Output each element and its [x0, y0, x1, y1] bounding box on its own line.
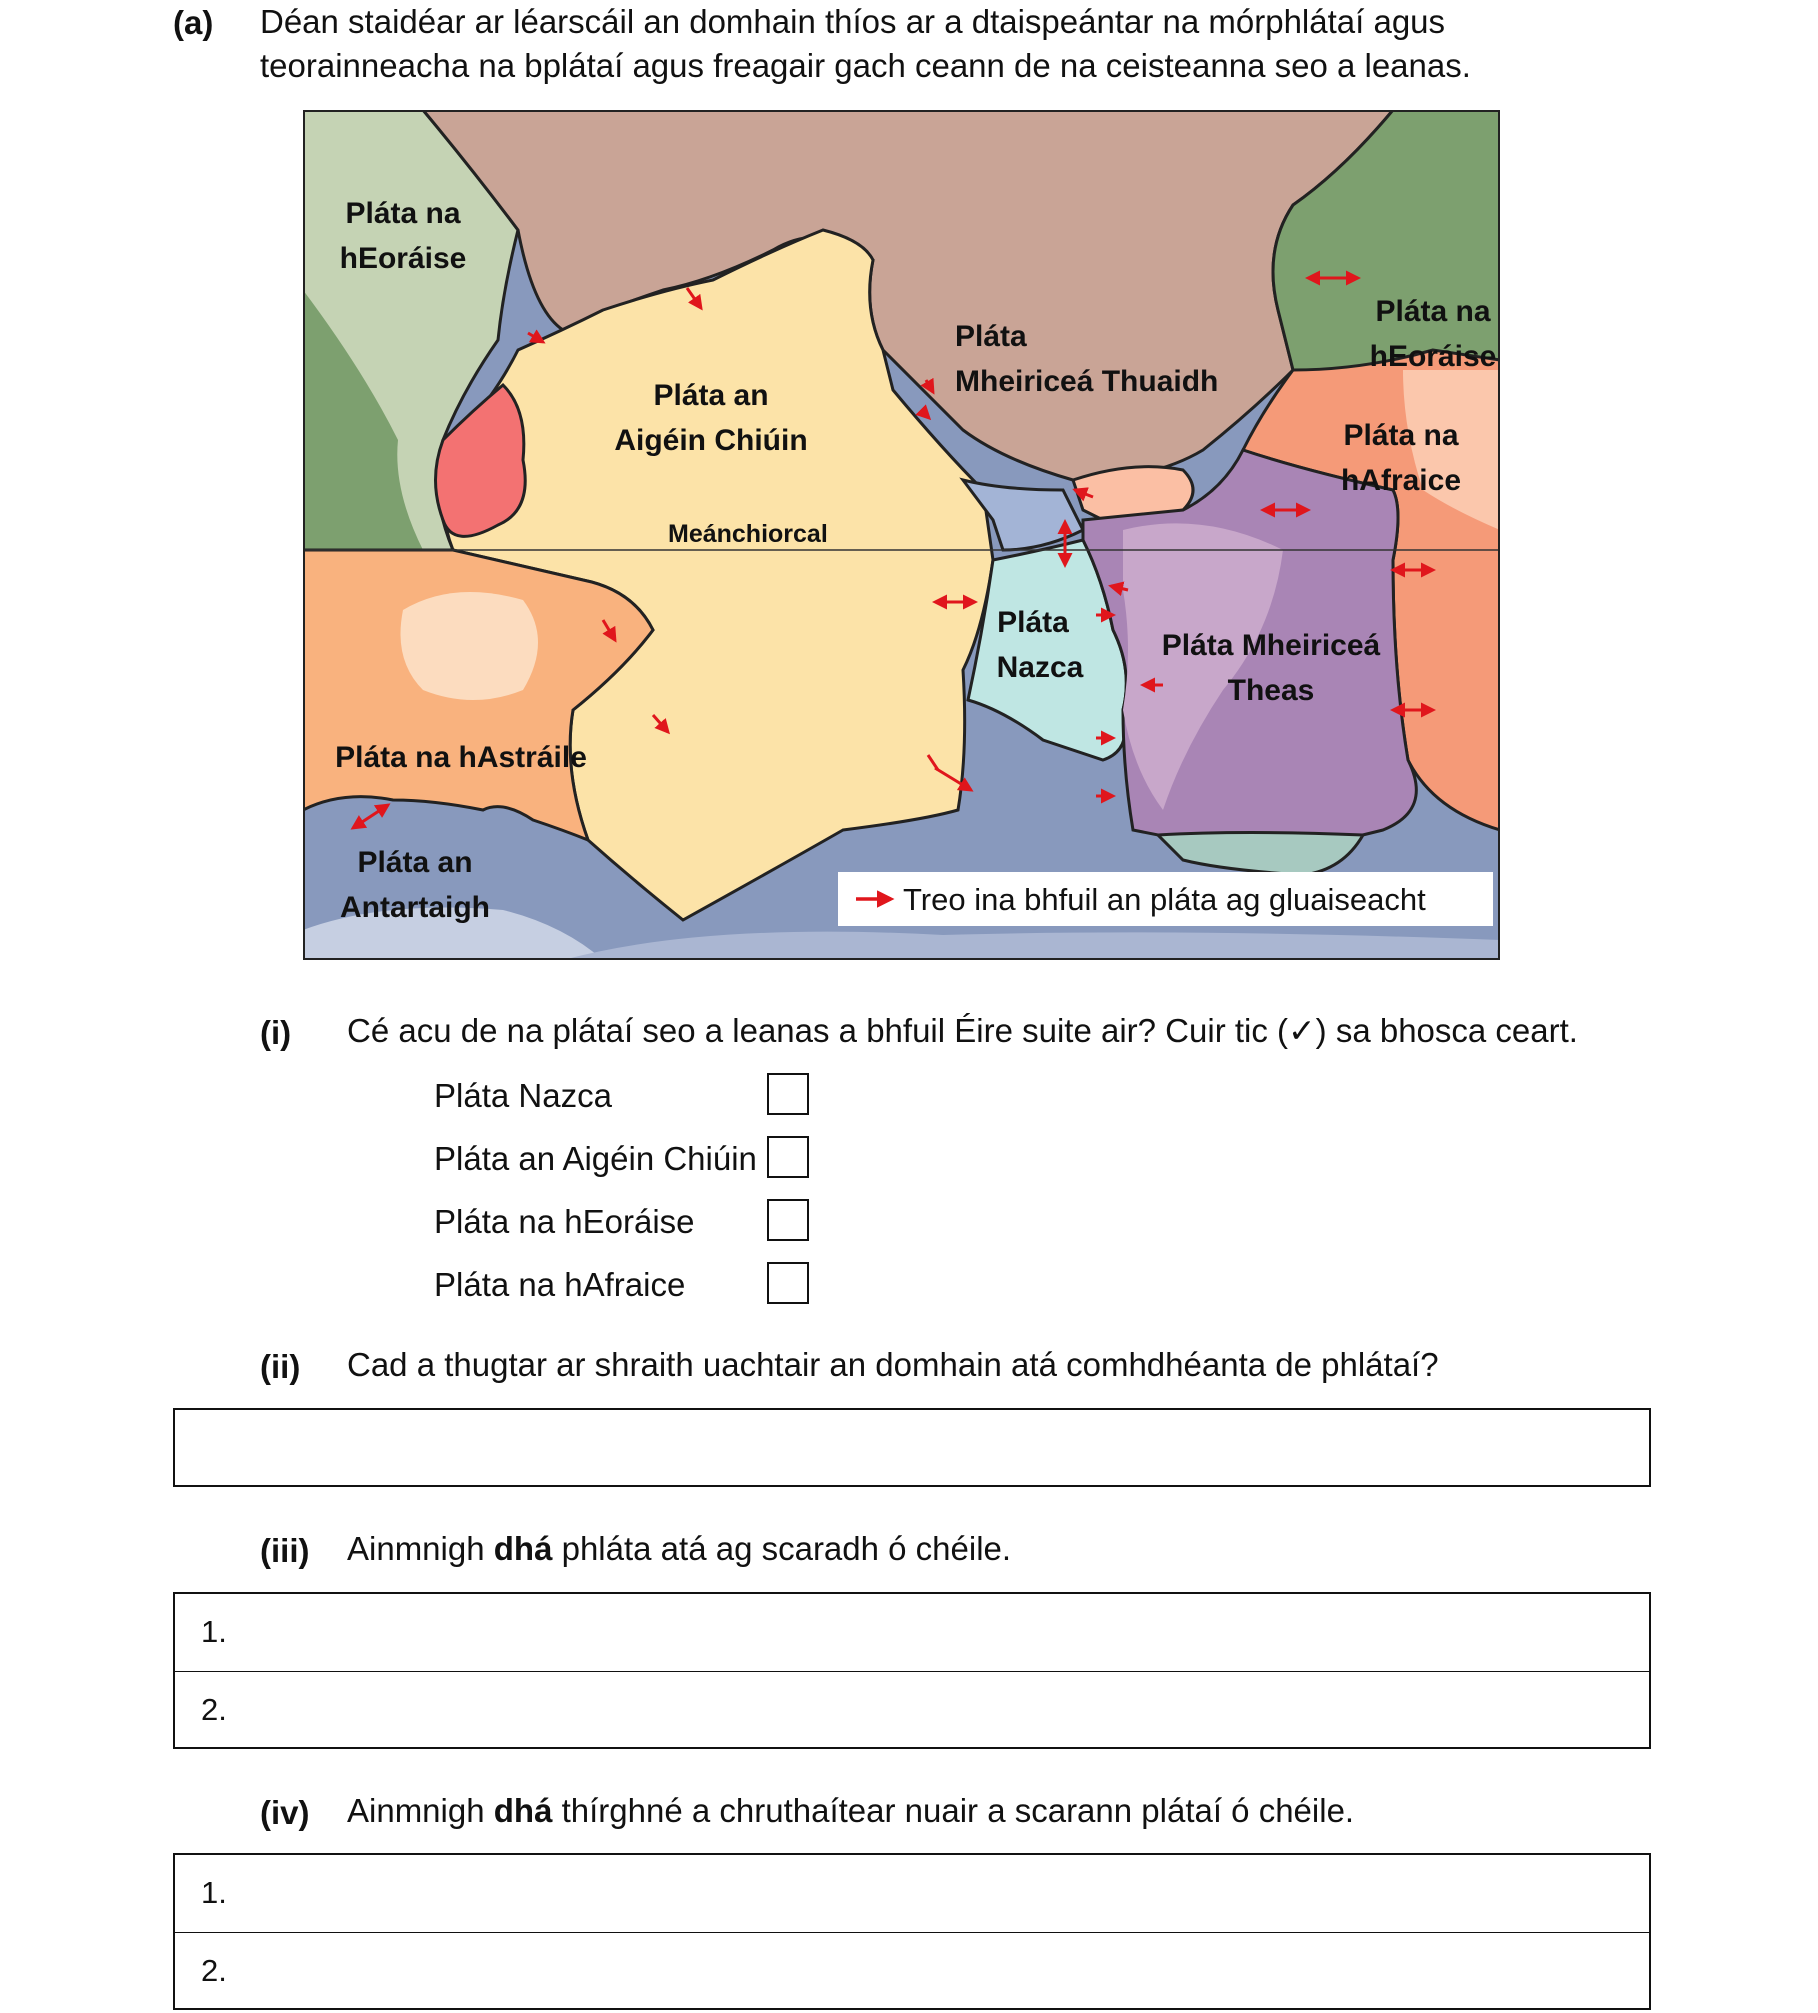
label-pacific-2: Aigéin Chiúin [614, 424, 808, 457]
label-eurasian-west-2: hEoráise [339, 242, 467, 275]
question-iii-label: (iii) [260, 1532, 310, 1569]
label-nazca-2: Nazca [996, 651, 1084, 684]
answer-iv-row-1[interactable] [175, 1855, 1649, 1931]
question-ii-text: Cad a thugtar ar shraith uachtair an domhain atá comhdhéanta de phlátaí? [347, 1346, 1439, 1383]
question-ii-label: (ii) [260, 1348, 301, 1385]
australia-land [401, 592, 539, 700]
question-iii-post: phláta atá ag scaradh ó chéile. [552, 1530, 1012, 1567]
row-number: 1. [201, 1614, 227, 1649]
label-north-american-1: Pláta [955, 320, 1027, 353]
question-iii-pre: Ainmnigh [347, 1530, 494, 1567]
option-african-checkbox[interactable] [767, 1262, 809, 1304]
option-eurasian-checkbox[interactable] [767, 1199, 809, 1241]
label-antarctic-2: Antartaigh [340, 891, 490, 924]
label-eurasian-east-2: hEoráise [1369, 340, 1497, 373]
legend-text: Treo ina bhfuil an pláta ag gluaiseacht [903, 882, 1426, 917]
label-south-american-1: Pláta Mheiriceá [1161, 629, 1381, 662]
option-nazca-label: Pláta Nazca [434, 1077, 612, 1114]
label-australian: Pláta na hAstráile [335, 741, 587, 774]
answer-iii-row-1[interactable] [175, 1594, 1649, 1670]
label-nazca-1: Pláta [997, 606, 1069, 639]
answer-iv-row-2[interactable] [175, 1933, 1649, 2009]
label-eurasian-east-1: Pláta na [1375, 295, 1491, 328]
row-number: 1. [201, 1875, 227, 1910]
label-north-american-2: Mheiriceá Thuaidh [955, 365, 1219, 398]
option-african-label: Pláta na hAfraice [434, 1266, 686, 1303]
question-i-text: Cé acu de na plátaí seo a leanas a bhfuil Éire suite air? Cuir tic (✓) sa bhosca ceart. [347, 1012, 1578, 1049]
answer-iii-row-2[interactable] [175, 1672, 1649, 1748]
answer-iii-box [173, 1592, 1651, 1749]
row-number: 2. [201, 1953, 227, 1988]
intro-line-2: teorainneacha na bplátaí agus freagair gach ceann de na ceisteanna seo a leanas. [260, 47, 1471, 84]
question-iii-text [347, 1527, 1011, 1571]
label-antarctic-1: Pláta an [357, 846, 473, 879]
label-south-american-2: Theas [1227, 674, 1315, 707]
question-iv-bold: dhá [493, 1792, 553, 1829]
option-pacific-label: Pláta an Aigéin Chiúin [434, 1140, 757, 1177]
row-number: 2. [201, 1692, 227, 1727]
label-african-1: Pláta na [1343, 419, 1459, 452]
answer-iv-box [173, 1853, 1651, 2010]
label-eurasian-west-1: Pláta na [345, 197, 461, 230]
intro-line-1: Déan staidéar ar léarscáil an domhain thíos ar a dtaispeántar na mórphlátaí agus [260, 3, 1446, 40]
question-iv-text [347, 1789, 1354, 1833]
label-african-2: hAfraice [1340, 464, 1462, 497]
label-pacific-1: Pláta an [653, 379, 769, 412]
option-nazca-checkbox[interactable] [767, 1073, 809, 1115]
equator-label: Meánchiorcal [668, 520, 828, 548]
option-eurasian-label: Pláta na hEoráise [434, 1203, 695, 1240]
question-i-label: (i) [260, 1014, 292, 1051]
question-iv-label: (iv) [260, 1794, 310, 1831]
question-a-label: (a) [173, 4, 214, 41]
question-iii-bold: dhá [493, 1530, 553, 1567]
question-iv-post: thírghné a chruthaítear nuair a scarann plátaí ó chéile. [552, 1792, 1355, 1829]
map-legend [838, 872, 1493, 926]
answer-ii-box[interactable] [173, 1408, 1651, 1487]
tectonic-plates-map [303, 110, 1500, 960]
question-iv-pre: Ainmnigh [347, 1792, 494, 1829]
question-a-intro [260, 0, 1560, 88]
option-pacific-checkbox[interactable] [767, 1136, 809, 1178]
